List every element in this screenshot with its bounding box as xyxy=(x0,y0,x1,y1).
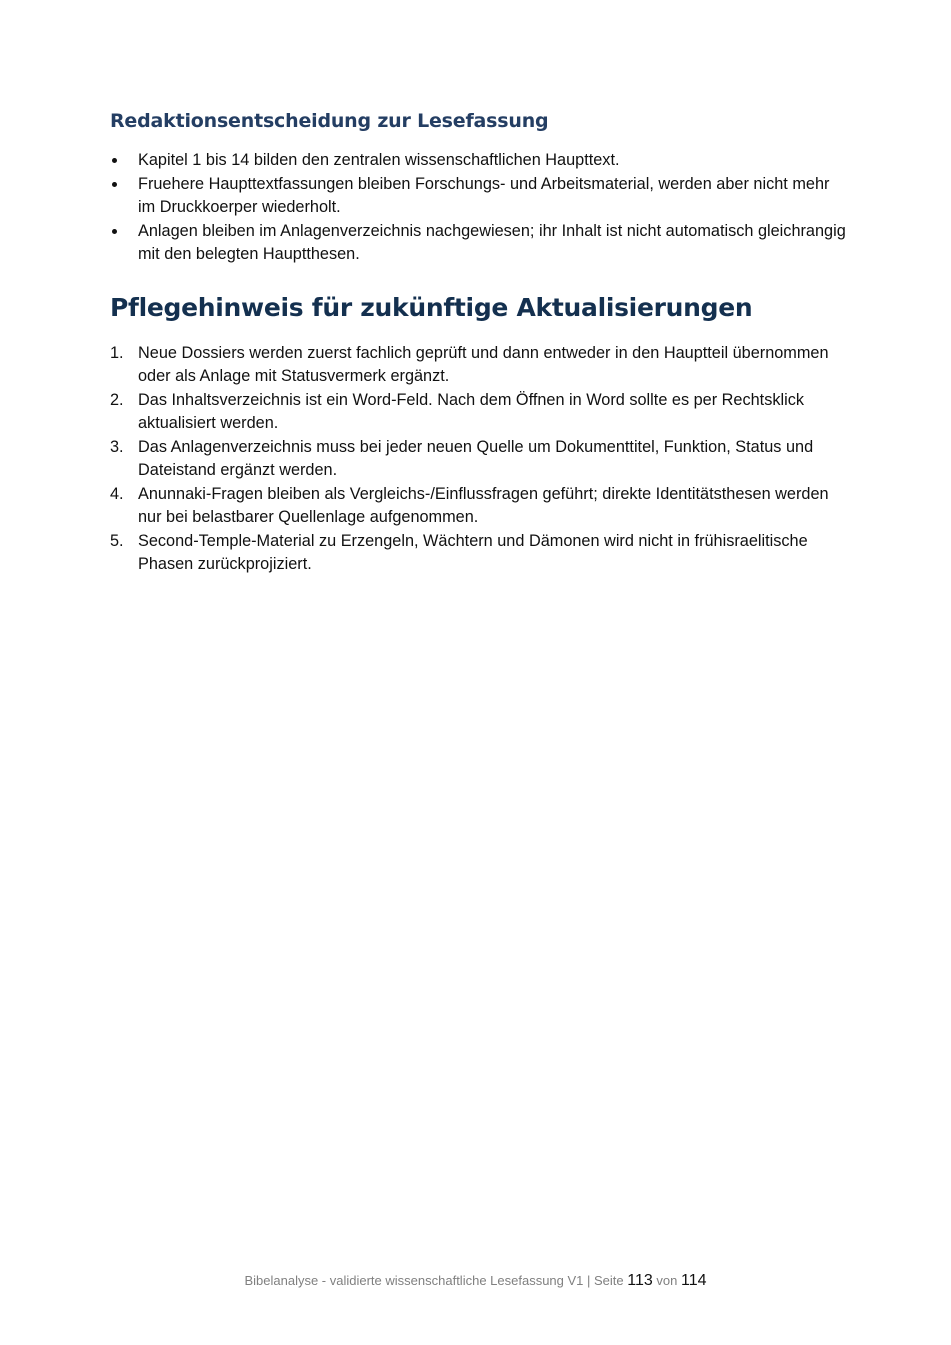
page-number: 113 xyxy=(627,1272,653,1289)
bullet-item xyxy=(110,173,850,219)
bullet-text: Anlagen bleiben im Anlagenverzeichnis nachgewiesen; ihr Inhalt ist nicht automatisch gleichrangig mit den belegten Hauptthesen. xyxy=(138,222,846,263)
page-footer xyxy=(0,1272,951,1290)
numbered-item xyxy=(110,342,850,388)
bullet-text: Fruehere Haupttextfassungen bleiben Forschungs- und Arbeitsmaterial, werden aber nicht mehr im Druckkoerper wiederholt. xyxy=(138,175,830,216)
bullet-item xyxy=(110,149,850,172)
page-total: 114 xyxy=(680,1272,707,1289)
item-text: Das Anlagenverzeichnis muss bei jeder neuen Quelle um Dokumenttitel, Funktion, Status und Dateistand ergänzt werden. xyxy=(138,438,814,479)
numbered-item xyxy=(110,436,850,482)
numbered-item xyxy=(110,530,850,576)
numbered-item xyxy=(110,389,850,435)
item-number: 2. xyxy=(110,391,124,409)
numbered-list xyxy=(110,342,850,577)
item-text: Das Inhaltsverzeichnis ist ein Word-Feld. Nach dem Öffnen in Word sollte es per Rechtsklick aktualisiert werden. xyxy=(138,391,804,432)
item-text: Neue Dossiers werden zuerst fachlich geprüft und dann entweder in den Hauptteil übernommen oder als Anlage mit Statusvermerk ergänzt. xyxy=(138,344,829,385)
item-number: 1. xyxy=(110,344,124,362)
bullet-item xyxy=(110,220,850,266)
bullet-text: Kapitel 1 bis 14 bilden den zentralen wissenschaftlichen Haupttext. xyxy=(138,151,620,169)
item-text: Anunnaki-Fragen bleiben als Vergleichs-/Einflussfragen geführt; direkte Identitätsthesen werden nur bei belastbarer Quellenlage aufgenommen. xyxy=(138,485,829,526)
footer-text: Bibelanalyse - validierte wissenschaftliche Lesefassung V1 | Seite xyxy=(244,1273,624,1288)
footer-of-label: von xyxy=(656,1273,678,1288)
section-heading: Redaktionsentscheidung zur Lesefassung xyxy=(110,110,549,132)
item-number: 3. xyxy=(110,438,124,456)
main-heading: Pflegehinweis für zukünftige Aktualisierungen xyxy=(110,293,753,322)
bullet-list xyxy=(110,149,850,267)
numbered-item xyxy=(110,483,850,529)
item-number: 4. xyxy=(110,485,124,503)
item-text: Second-Temple-Material zu Erzengeln, Wächtern und Dämonen wird nicht in frühisraelitische Phasen zurückprojiziert. xyxy=(138,532,808,573)
item-number: 5. xyxy=(110,532,124,550)
